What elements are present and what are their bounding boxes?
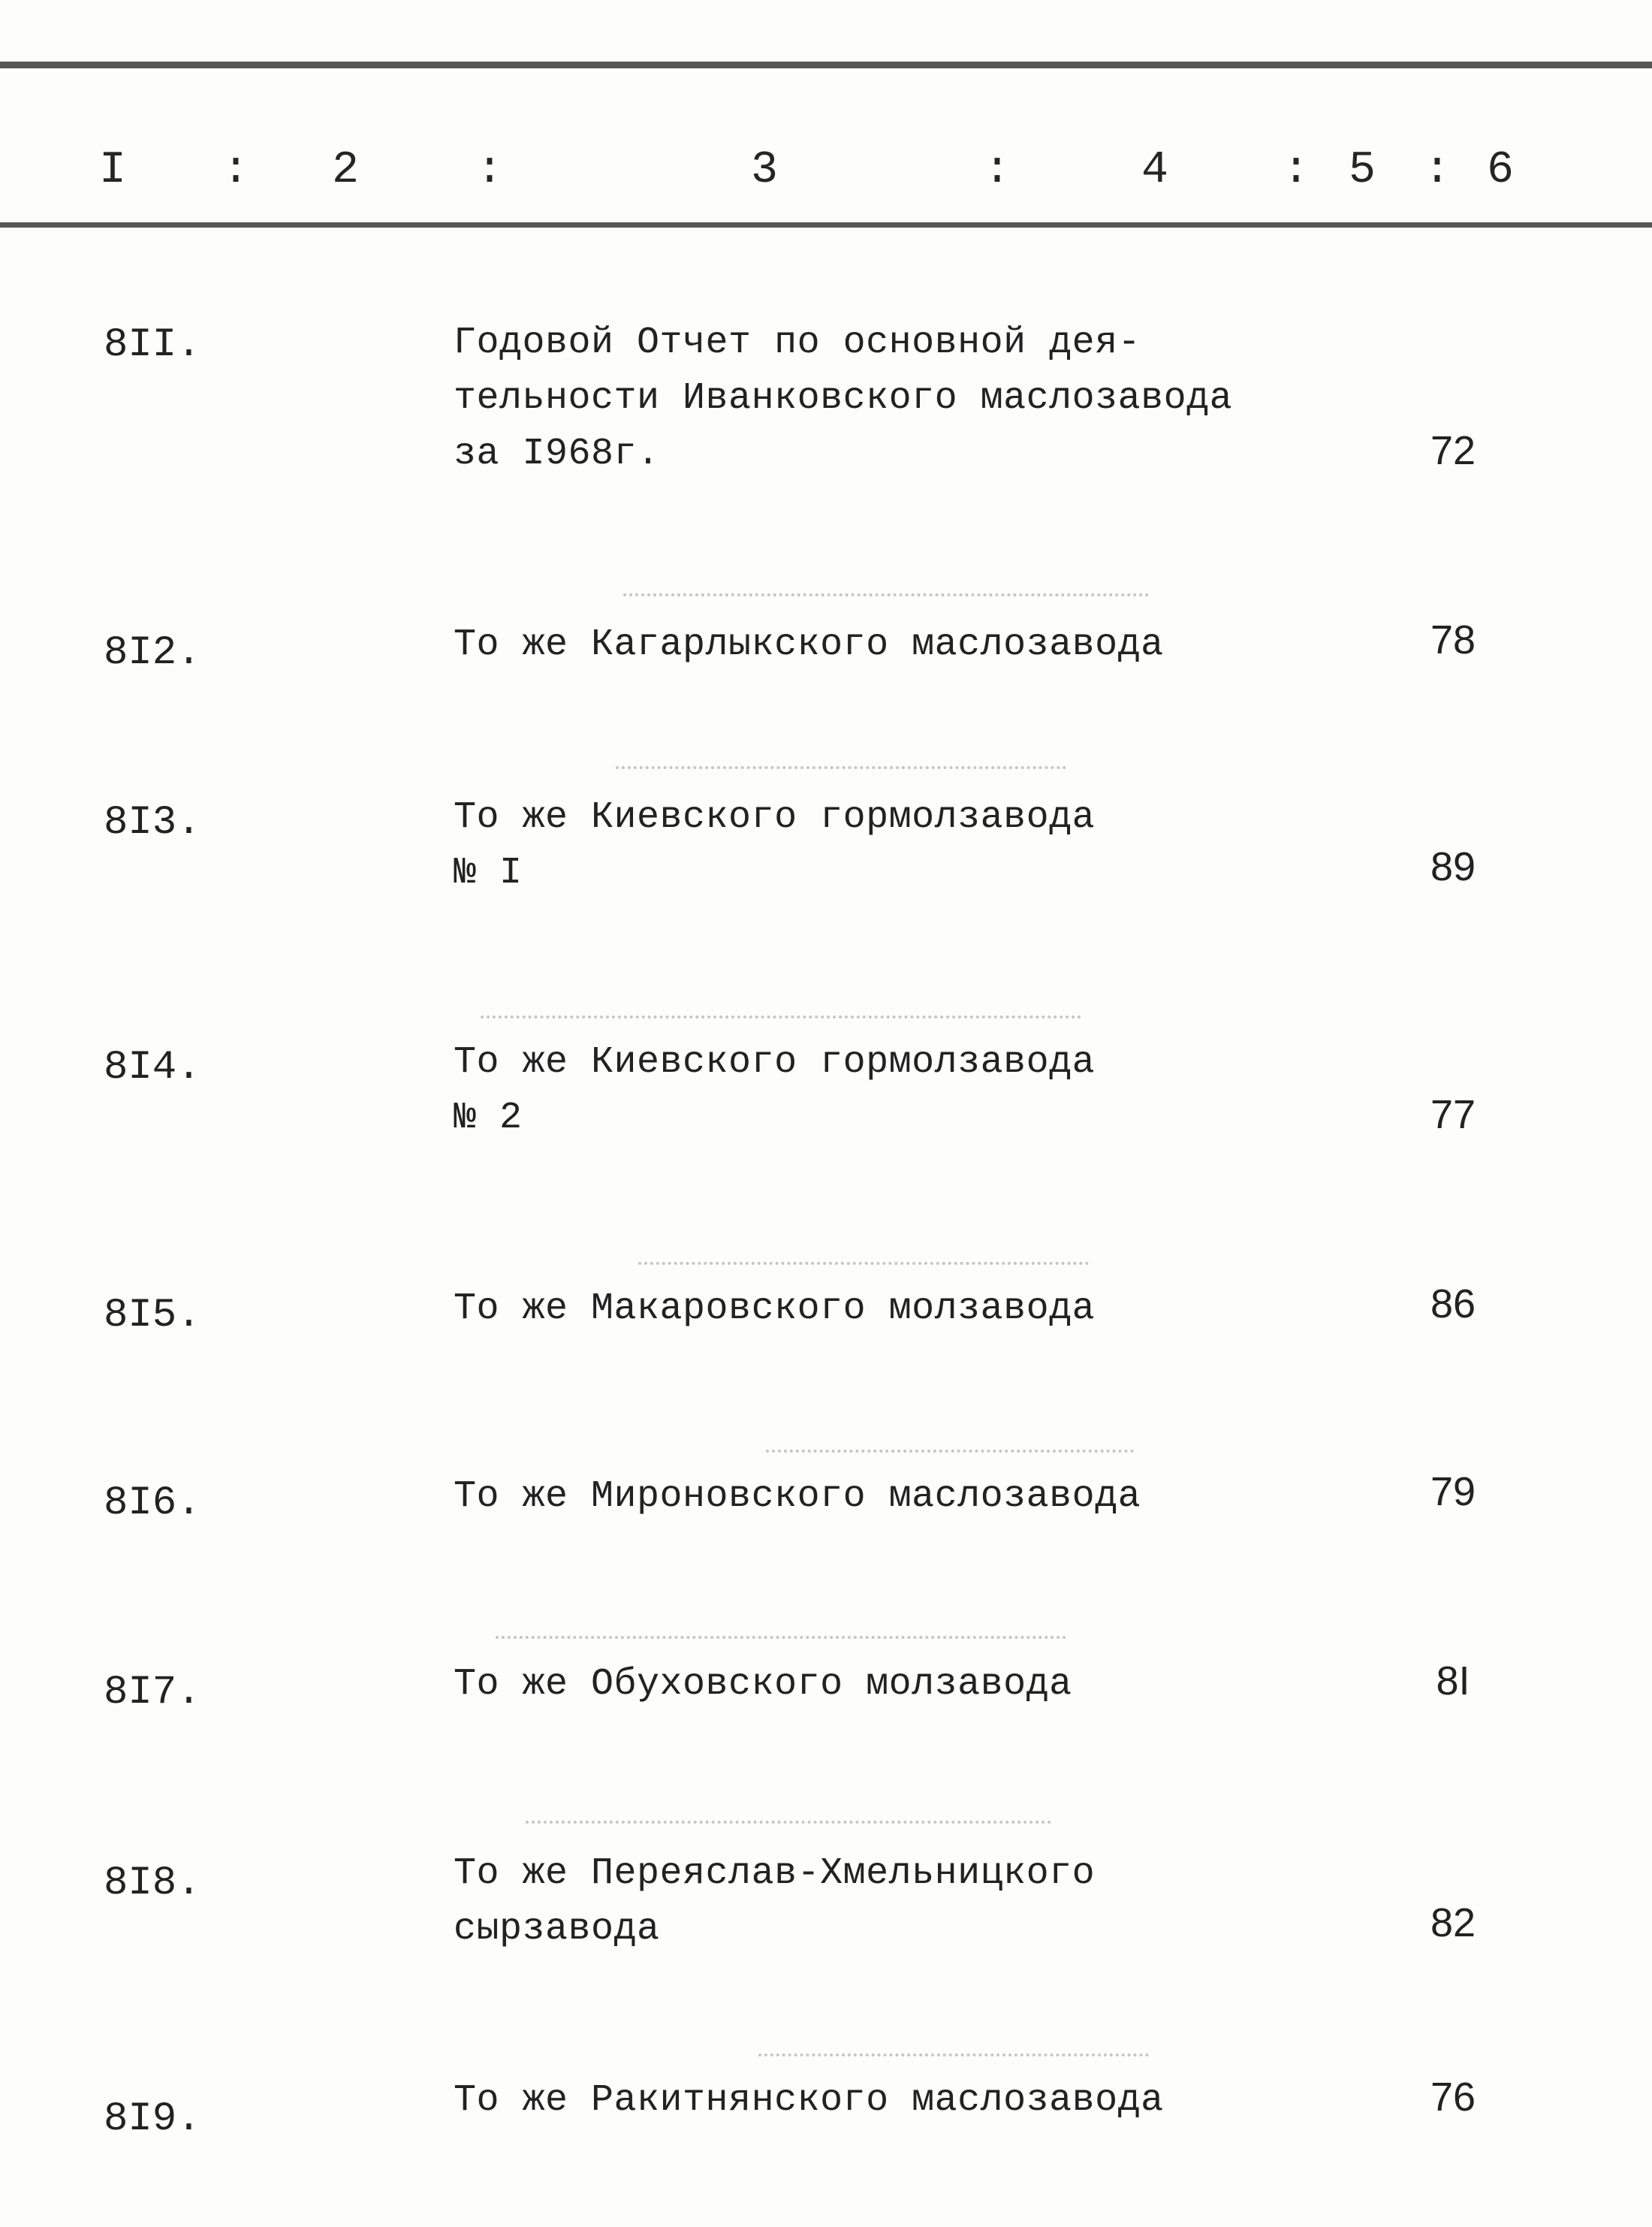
row-sheet-count: 79 — [1430, 1469, 1476, 1514]
row-sheet-count: 76 — [1430, 2075, 1476, 2120]
faint-dots — [758, 2053, 1149, 2060]
faint-dots — [638, 1262, 1089, 1268]
header-col-5: 5 — [1349, 145, 1376, 196]
header-bottom-rule — [0, 222, 1652, 228]
row-title: То же Киевского гормолзавода № 2 — [454, 1041, 1096, 1139]
header-top-rule — [0, 62, 1652, 68]
row-number: 8I3. — [104, 800, 201, 846]
row-title: То же Ракитнянского маслозавода — [454, 2079, 1164, 2122]
row-sheet-count: 78 — [1430, 617, 1476, 662]
faint-dots — [616, 766, 1066, 772]
row-title: То же Переяслав-Хмельницкого сырзавода — [454, 1852, 1096, 1951]
row-title: Годовой Отчет по основной дея- тельности Иванковского маслозавода за I968г. — [454, 321, 1233, 475]
header-separator-4: : — [1283, 145, 1310, 196]
faint-dots — [526, 1821, 1051, 1827]
row-sheet-count: 82 — [1430, 1900, 1476, 1945]
header-col-6: 6 — [1487, 145, 1515, 196]
row-title: То же Кагарлыкского маслозавода — [454, 623, 1164, 666]
header-separator-5: : — [1424, 145, 1452, 196]
row-number: 8I9. — [104, 2096, 201, 2142]
header-separator-2: : — [476, 145, 504, 196]
header-col-4: 4 — [1141, 145, 1169, 196]
row-number: 8I8. — [104, 1860, 201, 1906]
row-title: То же Мироновского маслозавода — [454, 1475, 1141, 1518]
header-separator-1: : — [222, 145, 250, 196]
faint-dots — [623, 593, 1149, 599]
row-number: 8I7. — [104, 1670, 201, 1716]
row-number: 8I4. — [104, 1045, 201, 1091]
row-title: То же Обуховского молзавода — [454, 1663, 1072, 1706]
row-number: 8I6. — [104, 1480, 201, 1526]
row-number: 8II. — [104, 322, 201, 368]
row-number: 8I2. — [104, 630, 201, 676]
header-col-1: I — [99, 145, 127, 196]
header-separator-3: : — [984, 145, 1011, 196]
row-sheet-count: 86 — [1430, 1281, 1476, 1326]
row-sheet-count: 89 — [1430, 844, 1476, 889]
faint-dots — [496, 1636, 1066, 1642]
faint-dots — [766, 1450, 1134, 1456]
header-col-2: 2 — [332, 145, 360, 196]
row-sheet-count: 72 — [1430, 428, 1476, 473]
header-col-3: 3 — [751, 145, 779, 196]
row-title: То же Киевского гормолзавода № I — [454, 796, 1096, 895]
row-number: 8I5. — [104, 1293, 201, 1338]
faint-dots — [481, 1015, 1081, 1021]
row-title: То же Макаровского молзавода — [454, 1287, 1096, 1330]
row-sheet-count: 77 — [1430, 1092, 1476, 1137]
row-sheet-count: 8I — [1436, 1658, 1470, 1703]
